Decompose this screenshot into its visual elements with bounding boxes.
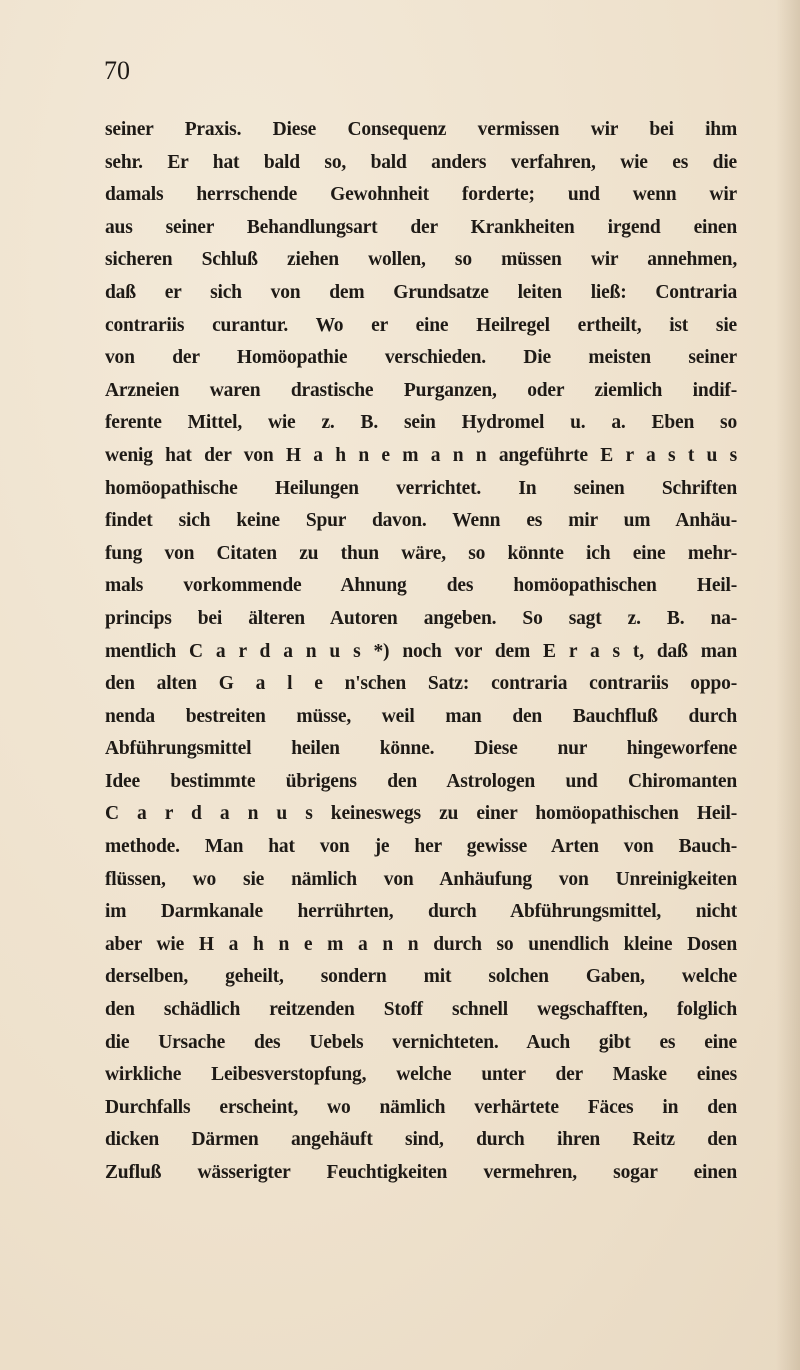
text-line: im Darmkanale herrührten, durch Abführungsmittel, nicht [105,901,737,923]
text-line: methode. Man hat von je her gewisse Arten von Bauch- [105,836,737,858]
text-line: Idee bestimmte übrigens den Astrologen und Chiromanten [105,770,737,792]
text-line: homöopathische Heilungen verrichtet. In seinen Schriften [105,477,737,499]
text-line: contrariis curantur. Wo er eine Heilregel ertheilt, ist sie [105,314,737,336]
text-line: wenig hat der von H a h n e m a n n angeführte E r a s t u s [105,444,737,466]
text-line: wirkliche Leibesverstopfung, welche unter der Maske eines [105,1064,737,1086]
text-line: von der Homöopathie verschieden. Die meisten seiner [105,347,737,369]
text-line: den schädlich reitzenden Stoff schnell wegschafften, folglich [105,999,737,1021]
text-line: den alten G a l e n'schen Satz: contraria contrariis oppo- [105,673,737,695]
text-line: ferente Mittel, wie z. B. sein Hydromel u. a. Eben so [105,412,737,434]
text-line: flüssen, wo sie nämlich von Anhäufung von Unreinigkeiten [105,868,737,890]
page-edge-shadow [776,0,800,1370]
text-line: nenda bestreiten müsse, weil man den Bauchfluß durch [105,705,737,727]
text-line: mals vorkommende Ahnung des homöopathischen Heil- [105,575,737,597]
text-line: derselben, geheilt, sondern mit solchen Gaben, welche [105,966,737,988]
body-text [105,114,737,1190]
text-line: seiner Praxis. Diese Consequenz vermissen wir bei ihm [105,119,737,140]
text-line: Abführungsmittel heilen könne. Diese nur hingeworfene [105,738,737,760]
text-line: Zufluß wässerigter Feuchtigkeiten vermehren, sogar einen [105,1162,737,1183]
text-line: sicheren Schluß ziehen wollen, so müssen wir annehmen, [105,249,737,271]
text-line: die Ursache des Uebels vernichteten. Auch gibt es eine [105,1031,737,1053]
text-line: Arzneien waren drastische Purganzen, oder ziemlich indif- [105,379,737,401]
text-line: Durchfalls erscheint, wo nämlich verhärtete Fäces in den [105,1096,737,1118]
text-line: daß er sich von dem Grundsatze leiten ließ: Contraria [105,281,737,303]
text-line: mentlich C a r d a n u s *) noch vor dem E r a s t, daß man [105,640,737,662]
text-line: dicken Därmen angehäuft sind, durch ihren Reitz den [105,1129,737,1151]
text-line: sehr. Er hat bald so, bald anders verfahren, wie es die [105,151,737,173]
text-line: C a r d a n u s keineswegs zu einer homöopathischen Heil- [105,803,737,825]
text-line: aus seiner Behandlungsart der Krankheiten irgend einen [105,216,737,238]
text-line: aber wie H a h n e m a n n durch so unendlich kleine Dosen [105,933,737,955]
text-line: fung von Citaten zu thun wäre, so könnte ich eine mehr- [105,542,737,564]
text-line: findet sich keine Spur davon. Wenn es mir um Anhäu- [105,510,737,532]
text-line: damals herrschende Gewohnheit forderte; und wenn wir [105,184,737,206]
text-line: princips bei älteren Autoren angeben. So sagt z. B. na- [105,607,737,629]
page-number: 70 [104,56,130,85]
